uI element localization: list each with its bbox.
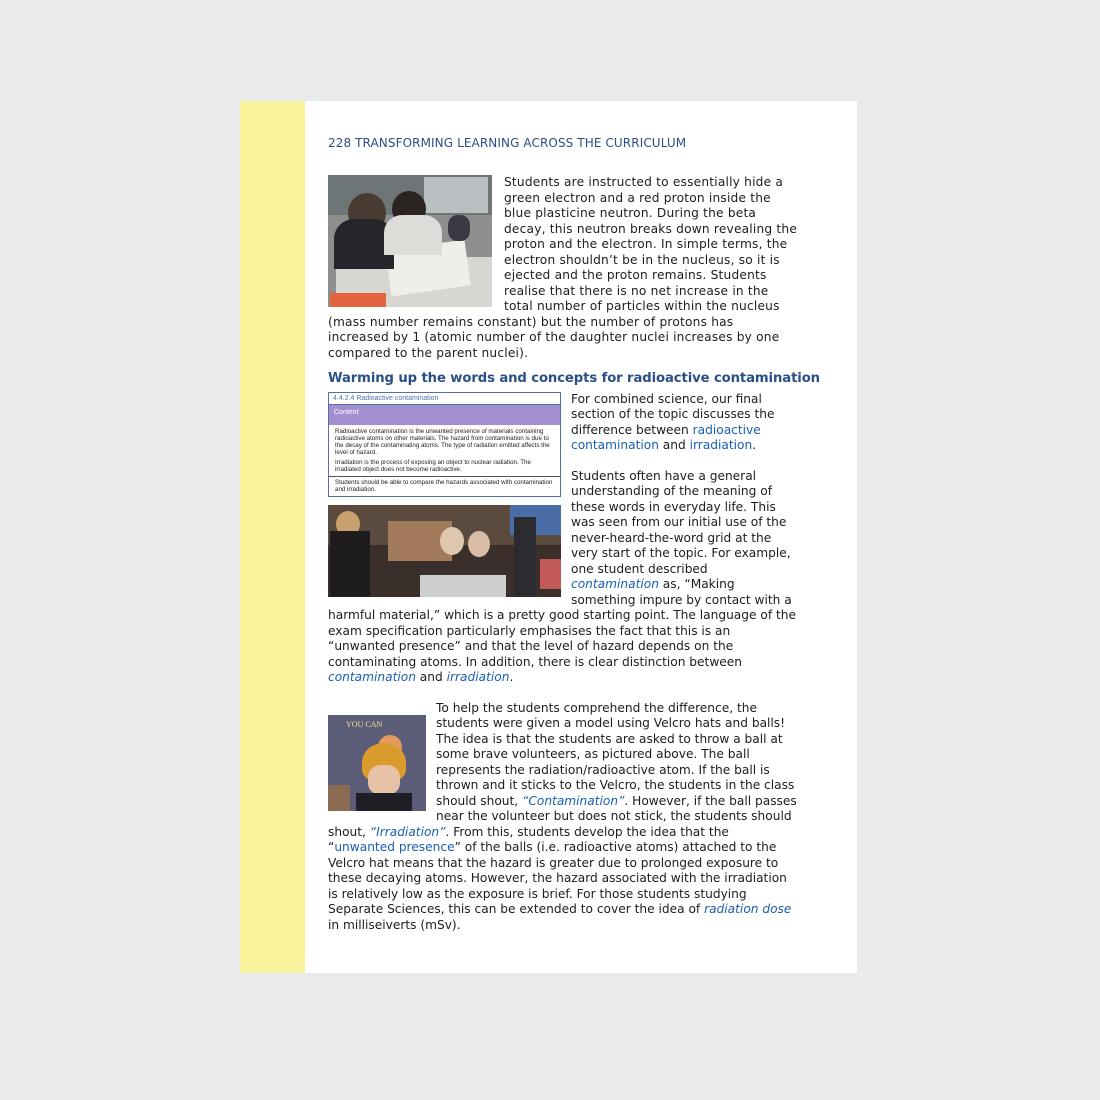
specification-box bbox=[328, 392, 561, 497]
spec-title: 4.4.2.4 Radioactive contamination bbox=[329, 393, 560, 405]
page-content bbox=[328, 101, 820, 933]
running-head: 228 TRANSFORMING LEARNING ACROSS THE CURRICULUM bbox=[328, 136, 687, 150]
left-figure-column bbox=[328, 392, 561, 597]
section-heading: Warming up the words and concepts for radioactive contamination bbox=[328, 371, 820, 386]
classroom-photo-desk bbox=[328, 175, 492, 307]
term-radiation-dose: radiation dose bbox=[704, 902, 792, 916]
spec-line-irradiation: Irradiation is the process of exposing an object to nuclear radiation. The irradiated object does not become radioactive. bbox=[335, 458, 531, 473]
term-unwanted-presence: unwanted presence bbox=[334, 840, 455, 854]
spec-content-header: Content bbox=[329, 405, 560, 425]
para2-and: and bbox=[658, 438, 690, 452]
para4-text4: ” of the balls (i.e. radioactive atoms) attached to the Velcro hat means that the hazard is greater due to prolonged exposure to these decaying atoms. However, the hazard associated with the irradiation is relatively low as the exposure is brief. For those students studying Separate Sciences, this can be extended to cover the idea of bbox=[328, 840, 787, 916]
yellow-margin-strip bbox=[240, 101, 305, 973]
para4-text5: in milliseiverts (mSv). bbox=[328, 917, 461, 932]
spec-body bbox=[329, 425, 560, 476]
para3-text1: Students often have a general understanding of the meaning of these words in everyday life. This was seen from our initial use of the never-heard-the-word grid at the very start of the topic. For example, one student described bbox=[571, 468, 791, 576]
paragraph-velcro-model bbox=[328, 701, 798, 934]
classroom-sign: YOU CAN bbox=[346, 719, 383, 729]
para3-text2: as, “Making something impure by contact with a harmful material,” which is a pretty good starting point. The language of the exam specification particularly emphasises the fact that this is an “unwanted presence” and that the level of hazard depends on the contaminating atoms. In addition, there is clear distinction between bbox=[328, 577, 796, 669]
term-contamination-1: contamination bbox=[571, 577, 659, 591]
para4-text2: . However, if the ball passes near the volunteer but does not stick, the students should shout, bbox=[328, 793, 797, 839]
para2-text: For combined science, our final section of the topic discusses the difference between bbox=[571, 391, 775, 437]
para4-text1: To help the students comprehend the difference, the students were given a model using Velcro hats and balls! The idea is that the students are asked to throw a ball at some brave volunteers, as pictured above. The ball represents the radiation/radioactive atom. If the ball is thrown and it sticks to the Velcro, the students in the class should shout, bbox=[436, 700, 795, 808]
para3-text3: and bbox=[415, 670, 447, 684]
term-contamination-shout: “Contamination” bbox=[522, 793, 625, 808]
term-contamination-2: contamination bbox=[328, 670, 416, 684]
student-velcro-hat-photo bbox=[328, 715, 426, 811]
term-radioactive-contamination: radioactive contamination bbox=[571, 422, 761, 452]
book-page bbox=[240, 101, 857, 973]
para3-text4: . bbox=[509, 670, 514, 684]
term-irradiation-2: irradiation bbox=[446, 670, 510, 684]
term-irradiation-shout: “Irradiation” bbox=[369, 824, 446, 839]
para2-end: . bbox=[752, 438, 757, 452]
paragraph-beta-decay: Students are instructed to essentially hide a green electron and a red proton inside the blue plasticine neutron. During the beta decay, this neutron breaks down revealing the proton and the electron. In simple terms, the electron shouldn’t be in the nucleus, so it is ejected and the proton remains. Students realise that there is no net increase in the total number of particles within the nucleus (mass number remains constant) but the number of protons has increased by 1 (atomic number of the daughter nuclei increases by one compared to the parent nuclei). bbox=[328, 175, 798, 360]
spec-line-contamination: Radioactive contamination is the unwanted presence of materials containing radioactive atoms on other materials. The hazard from contamination is due to the decay of the contaminating atoms. The type of radiation emitted affects the level of hazard. bbox=[335, 427, 550, 456]
para4-text3: . From this, students develop the idea that the “ bbox=[328, 824, 729, 854]
classroom-photo-velcro bbox=[328, 505, 561, 597]
term-irradiation: irradiation bbox=[689, 438, 753, 452]
spec-footer: Students should be able to compare the hazards associated with contamination and irradiation. bbox=[329, 476, 560, 496]
